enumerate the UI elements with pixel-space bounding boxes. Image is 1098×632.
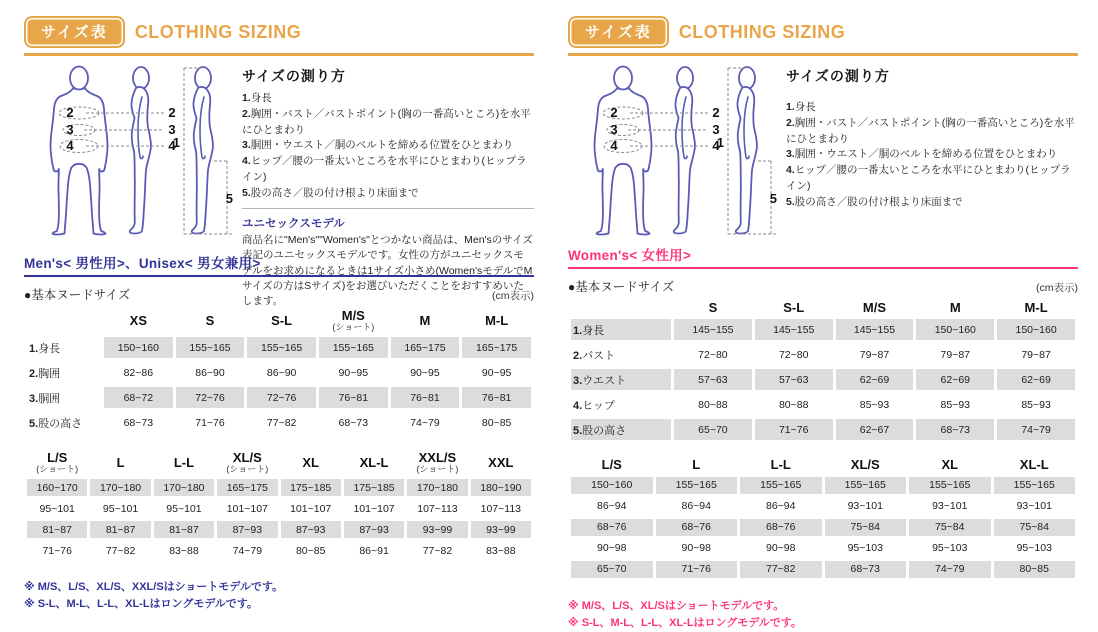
table-row <box>571 540 1075 557</box>
table-row <box>571 394 1075 415</box>
size-column-header: L <box>116 455 125 471</box>
table-row <box>571 369 1075 390</box>
size-value-cell: 155~165 <box>909 477 991 494</box>
corner-cell <box>571 301 671 315</box>
size-value-cell: 80~88 <box>755 394 833 415</box>
table-row <box>27 500 531 517</box>
size-value-cell: 68~73 <box>825 561 907 578</box>
size-value-cell: 72~80 <box>674 344 752 365</box>
measurement-row-label: 5.股の高さ <box>27 412 101 433</box>
size-value-cell: 85~93 <box>997 394 1075 415</box>
size-value-cell: 95~101 <box>27 500 87 517</box>
size-value-cell: 90~95 <box>462 362 531 383</box>
size-value-cell: 68~73 <box>916 419 994 440</box>
size-value-cell: 71~76 <box>176 412 245 433</box>
size-value-cell: 77~82 <box>90 542 150 559</box>
size-column-header: M-L <box>485 312 509 328</box>
size-value-cell: 74~79 <box>997 419 1075 440</box>
measurement-row-label: 4.ヒップ <box>571 394 671 415</box>
size-value-cell: 81~87 <box>154 521 214 538</box>
size-value-cell: 76~81 <box>391 387 460 408</box>
size-value-cell: 170~180 <box>90 479 150 496</box>
size-column-header: S <box>708 300 718 315</box>
header-rule <box>568 53 1078 56</box>
body-measurement-diagram-icon <box>568 62 780 242</box>
table-row <box>27 412 531 433</box>
bullet-icon: ● <box>24 288 32 302</box>
table-header-row <box>571 301 1075 315</box>
measurement-row-label: 1.身長 <box>571 319 671 340</box>
size-column-header: S-L <box>783 300 805 315</box>
size-chart-badge: サイズ表 <box>24 16 125 48</box>
unisex-note <box>242 215 534 309</box>
size-value-cell: 62~69 <box>997 369 1075 390</box>
size-value-cell: 93~99 <box>407 521 467 538</box>
size-value-cell: 68~73 <box>319 412 388 433</box>
mens-size-table-2 <box>24 447 534 563</box>
size-value-cell: 95~101 <box>154 500 214 517</box>
size-column-header: M <box>419 312 431 328</box>
measuring-line: 2.胸囲・バスト／バストポイント(胸の一番高いところ)を水平にひとまわり <box>242 107 531 136</box>
measuring-line: 5.股の高さ／股の付け根より床面まで <box>786 195 963 208</box>
size-value-cell: 93~99 <box>471 521 531 538</box>
size-value-cell: 85~93 <box>836 394 914 415</box>
size-value-cell: 80~85 <box>281 542 341 559</box>
size-value-cell: 150~160 <box>104 337 173 358</box>
size-value-cell: 150~160 <box>997 319 1075 340</box>
size-column-header: L-L <box>770 457 791 473</box>
cm-unit-note: (cm表示) <box>492 290 534 302</box>
size-column-header: M/S (ショート) <box>332 308 375 333</box>
size-value-cell: 86~94 <box>571 498 653 515</box>
size-value-cell: 65~70 <box>571 561 653 578</box>
table-header-row <box>27 309 531 333</box>
womens-size-section-bar <box>568 277 1078 295</box>
size-value-cell: 77~82 <box>407 542 467 559</box>
size-value-cell: 86~94 <box>656 498 738 515</box>
size-value-cell: 81~87 <box>90 521 150 538</box>
mens-category-heading: Men's< 男性用>、Unisex< 男女兼用> <box>24 252 534 277</box>
size-column-header: XXL/S (ショート) <box>416 450 459 475</box>
size-value-cell: 90~98 <box>740 540 822 557</box>
measuring-lines <box>242 91 534 201</box>
measuring-line: 1.身長 <box>786 101 816 113</box>
size-value-cell: 76~81 <box>462 387 531 408</box>
table-row <box>27 387 531 408</box>
table-row <box>571 519 1075 536</box>
size-column-header: XL/S <box>850 457 880 473</box>
size-value-cell: 71~76 <box>27 542 87 559</box>
size-value-cell: 71~76 <box>656 561 738 578</box>
size-value-cell: 75~84 <box>994 519 1076 536</box>
measuring-line: 4.ヒップ／腰の一番太いところを水平にひとまわり(ヒップライン) <box>786 164 1071 192</box>
size-value-cell: 145~155 <box>836 319 914 340</box>
size-value-cell: 95~103 <box>994 540 1076 557</box>
size-value-cell: 155~165 <box>994 477 1076 494</box>
size-value-cell: 62~69 <box>916 369 994 390</box>
body-diagram-wrap <box>24 62 236 242</box>
size-column-header: XL/S (ショート) <box>226 450 269 475</box>
footnote: ※ S-L、M-L、L-L、XL-Lはロングモデルです。 <box>568 616 802 629</box>
size-value-cell: 81~87 <box>27 521 87 538</box>
size-value-cell: 107~113 <box>471 500 531 517</box>
size-value-cell: 77~82 <box>247 412 316 433</box>
size-value-cell: 86~94 <box>740 498 822 515</box>
womens-footnotes <box>568 598 1078 632</box>
size-value-cell: 87~93 <box>217 521 277 538</box>
size-value-cell: 160~170 <box>27 479 87 496</box>
size-column-header: S-L <box>271 312 293 328</box>
womens-panel-header <box>568 16 1078 48</box>
footnote: ※ M/S、L/S、XL/Sはショートモデルです。 <box>568 599 785 612</box>
header-rule <box>24 53 534 56</box>
measuring-instructions <box>786 62 1078 242</box>
size-value-cell: 80~88 <box>674 394 752 415</box>
size-value-cell: 75~84 <box>909 519 991 536</box>
size-value-cell: 101~107 <box>281 500 341 517</box>
size-value-cell: 68~73 <box>104 412 173 433</box>
size-column-header: S <box>205 312 215 328</box>
size-value-cell: 87~93 <box>344 521 404 538</box>
womens-figure-row <box>568 62 1078 242</box>
size-column-header: M <box>949 300 961 315</box>
size-value-cell: 71~76 <box>755 419 833 440</box>
size-value-cell: 68~76 <box>571 519 653 536</box>
size-value-cell: 79~87 <box>997 344 1075 365</box>
size-value-cell: 62~67 <box>836 419 914 440</box>
size-value-cell: 101~107 <box>344 500 404 517</box>
page-title: CLOTHING SIZING <box>678 21 846 42</box>
size-column-header: XXL <box>488 455 514 471</box>
measurement-row-label: 5.股の高さ <box>571 419 671 440</box>
size-value-cell: 90~98 <box>656 540 738 557</box>
size-value-cell: 83~88 <box>154 542 214 559</box>
size-value-cell: 80~85 <box>994 561 1076 578</box>
size-value-cell: 83~88 <box>471 542 531 559</box>
measuring-heading: サイズの測り方 <box>242 68 346 84</box>
unisex-note-heading: ユニセックスモデル <box>242 218 345 231</box>
size-value-cell: 90~95 <box>319 362 388 383</box>
size-value-cell: 74~79 <box>909 561 991 578</box>
size-column-header: M/S <box>862 300 887 315</box>
size-value-cell: 57~63 <box>755 369 833 390</box>
measurement-row-label: 2.バスト <box>571 344 671 365</box>
size-value-cell: 150~160 <box>571 477 653 494</box>
size-column-header: XL <box>302 455 319 471</box>
measurement-row-label: 3.ウエスト <box>571 369 671 390</box>
size-value-cell: 72~76 <box>176 387 245 408</box>
footnote: ※ M/S、L/S、XL/S、XXL/Sはショートモデルです。 <box>24 581 284 594</box>
page-title: CLOTHING SIZING <box>134 21 302 42</box>
womens-category-heading: Women's< 女性用> <box>568 244 1078 269</box>
size-column-header: L/S <box>601 457 622 473</box>
size-value-cell: 155~165 <box>656 477 738 494</box>
body-diagram-wrap <box>568 62 780 242</box>
size-column-header: L-L <box>173 455 195 471</box>
mens-footnotes <box>24 579 534 613</box>
size-value-cell: 155~165 <box>740 477 822 494</box>
size-column-header: XS <box>129 312 147 328</box>
size-chart-badge: サイズ表 <box>568 16 669 48</box>
bullet-icon: ● <box>568 280 576 294</box>
size-value-cell: 62~69 <box>836 369 914 390</box>
measurement-row-label: 2.胸囲 <box>27 362 101 383</box>
table-row <box>571 477 1075 494</box>
table-row <box>571 319 1075 340</box>
size-value-cell: 165~175 <box>217 479 277 496</box>
size-value-cell: 93~101 <box>994 498 1076 515</box>
size-value-cell: 86~90 <box>176 362 245 383</box>
measuring-line: 4.ヒップ／腰の一番太いところを水平にひとまわり(ヒップライン) <box>242 155 527 183</box>
size-value-cell: 93~101 <box>825 498 907 515</box>
size-value-cell: 80~85 <box>462 412 531 433</box>
table-row <box>571 419 1075 440</box>
measuring-line: 3.胴囲・ウエスト／胴のベルトを締める位置をひとまわり <box>242 139 514 152</box>
size-value-cell: 145~155 <box>674 319 752 340</box>
womens-size-table-1 <box>568 297 1078 444</box>
size-value-cell: 180~190 <box>471 479 531 496</box>
size-value-cell: 155~165 <box>176 337 245 358</box>
size-value-cell: 165~175 <box>391 337 460 358</box>
size-value-cell: 95~103 <box>909 540 991 557</box>
size-column-header: XL-L <box>359 455 389 471</box>
table-row <box>27 479 531 496</box>
size-value-cell: 86~91 <box>344 542 404 559</box>
size-column-header: L <box>692 457 701 473</box>
table-row <box>571 498 1075 515</box>
size-value-cell: 87~93 <box>281 521 341 538</box>
size-value-cell: 170~180 <box>407 479 467 496</box>
table-row <box>571 561 1075 578</box>
size-value-cell: 74~79 <box>217 542 277 559</box>
size-column-header: XL <box>941 457 959 473</box>
size-value-cell: 76~81 <box>319 387 388 408</box>
size-value-cell: 68~76 <box>740 519 822 536</box>
size-value-cell: 74~79 <box>391 412 460 433</box>
size-value-cell: 72~76 <box>247 387 316 408</box>
unisex-note-body: 商品名に"Men's""Women's"とつかない商品は、Men'sのサイズ表記のユニセックスモデルです。女性の方がユニセックスモデルをお求めになるときは1サイズ小さめ(Women'sモデルでMサイズの方はSサイズ)をお選びいただくことをおすすめいたします。 <box>242 234 533 308</box>
size-value-cell: 72~80 <box>755 344 833 365</box>
instructions-divider <box>242 208 534 209</box>
basic-nude-size-title: ●基本ヌードサイズ <box>24 288 131 302</box>
size-value-cell: 150~160 <box>916 319 994 340</box>
size-value-cell: 77~82 <box>740 561 822 578</box>
measuring-lines <box>786 100 1078 210</box>
measuring-line: 2.胸囲・バスト／バストポイント(胸の一番高いところ)を水平にひとまわり <box>786 116 1075 145</box>
size-value-cell: 90~98 <box>571 540 653 557</box>
womens-size-table-2 <box>568 454 1078 581</box>
table-row <box>27 337 531 358</box>
measurement-row-label: 3.胴囲 <box>27 387 101 408</box>
size-value-cell: 165~175 <box>462 337 531 358</box>
table-row <box>571 344 1075 365</box>
size-value-cell: 68~72 <box>104 387 173 408</box>
size-column-header: L/S (ショート) <box>36 450 79 475</box>
table-row <box>27 521 531 538</box>
size-value-cell: 145~155 <box>755 319 833 340</box>
measuring-line: 5.股の高さ／股の付け根より床面まで <box>242 186 419 199</box>
size-value-cell: 79~87 <box>836 344 914 365</box>
table-header-row <box>27 451 531 475</box>
cm-unit-note: (cm表示) <box>1036 282 1078 294</box>
size-value-cell: 75~84 <box>825 519 907 536</box>
size-value-cell: 95~103 <box>825 540 907 557</box>
corner-cell <box>27 309 101 333</box>
size-column-header: XL-L <box>1019 457 1049 473</box>
size-value-cell: 107~113 <box>407 500 467 517</box>
size-column-header: M-L <box>1024 300 1048 315</box>
mens-size-table-1 <box>24 305 534 437</box>
size-value-cell: 79~87 <box>916 344 994 365</box>
size-value-cell: 155~165 <box>319 337 388 358</box>
body-measurement-diagram-icon <box>24 62 236 242</box>
size-value-cell: 95~101 <box>90 500 150 517</box>
size-value-cell: 82~86 <box>104 362 173 383</box>
size-value-cell: 65~70 <box>674 419 752 440</box>
size-value-cell: 57~63 <box>674 369 752 390</box>
size-value-cell: 68~76 <box>656 519 738 536</box>
footnote: ※ S-L、M-L、L-L、XL-Lはロングモデルです。 <box>24 598 258 611</box>
size-value-cell: 85~93 <box>916 394 994 415</box>
size-value-cell: 170~180 <box>154 479 214 496</box>
table-header-row <box>571 458 1075 472</box>
size-value-cell: 155~165 <box>247 337 316 358</box>
table-row <box>27 542 531 559</box>
mens-panel <box>24 16 534 611</box>
mens-panel-header <box>24 16 534 48</box>
size-value-cell: 90~95 <box>391 362 460 383</box>
size-value-cell: 93~101 <box>909 498 991 515</box>
measurement-row-label: 1.身長 <box>27 337 101 358</box>
size-value-cell: 175~185 <box>344 479 404 496</box>
measuring-heading: サイズの測り方 <box>786 68 890 84</box>
size-value-cell: 101~107 <box>217 500 277 517</box>
size-value-cell: 155~165 <box>825 477 907 494</box>
measuring-line: 3.胴囲・ウエスト／胴のベルトを締める位置をひとまわり <box>786 148 1058 161</box>
measuring-line: 1.身長 <box>242 92 272 104</box>
size-value-cell: 86~90 <box>247 362 316 383</box>
size-value-cell: 175~185 <box>281 479 341 496</box>
womens-panel <box>568 16 1078 629</box>
basic-nude-size-title: ●基本ヌードサイズ <box>568 280 675 294</box>
table-row <box>27 362 531 383</box>
